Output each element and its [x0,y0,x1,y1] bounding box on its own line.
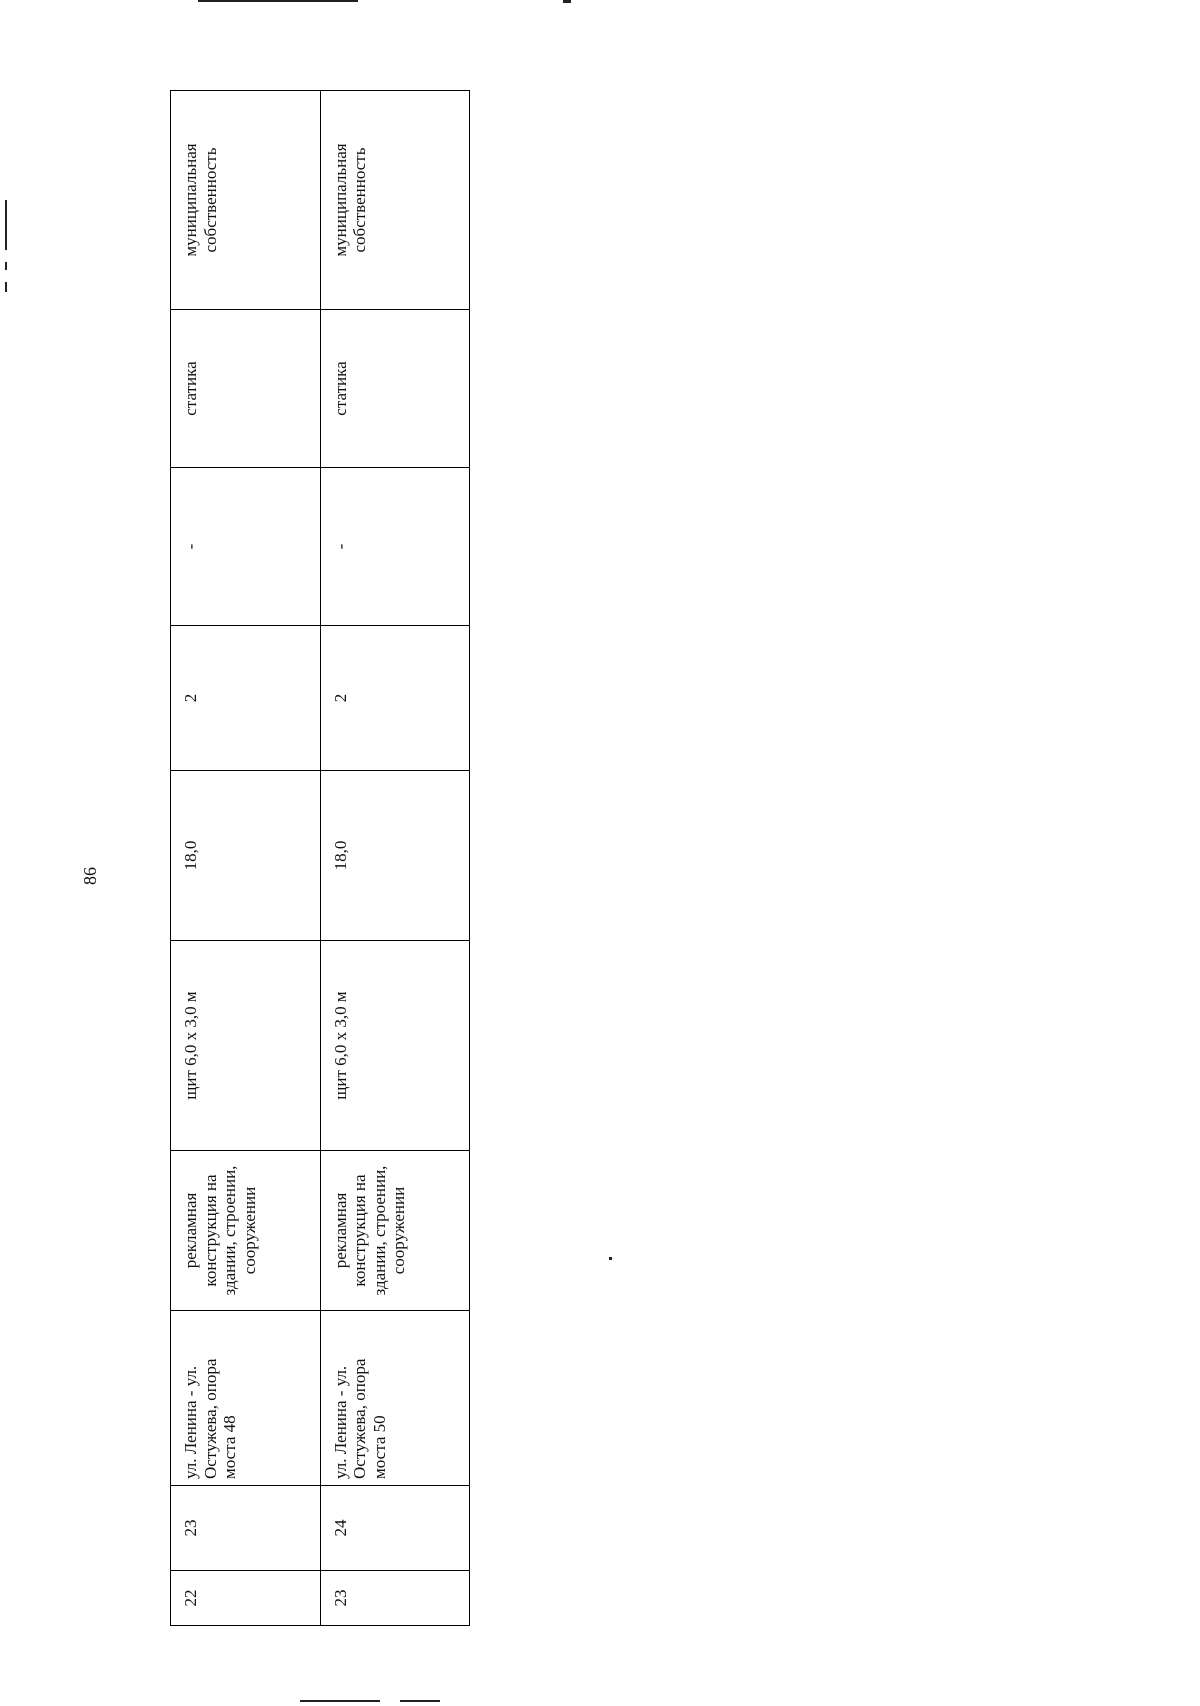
cell-address: ул. Ленина - ул. Остужева, опора моста 50 [320,1311,470,1486]
scan-line-left-short [5,262,7,270]
cell-kind: статика [171,310,321,468]
rotated-table-wrapper [170,91,470,1626]
cell-format: щит 6,0 х 3,0 м [320,941,470,1151]
cell-ownership: муниципальная собственность [320,91,470,310]
cell-structure-number: 23 [171,1486,321,1571]
scan-line-left-short-2 [5,282,7,292]
cell-row-number: 23 [320,1571,470,1626]
advertising-structures-table [170,90,470,1626]
cell-row-number: 22 [171,1571,321,1626]
scan-line-bottom-2 [400,1700,440,1702]
scan-dot [609,1257,612,1260]
cell-area: 18,0 [320,771,470,941]
cell-lighting: - [320,468,470,626]
cell-structure-type: рекламная конструкция на здании, строении, сооружении [171,1151,321,1311]
table-row [171,91,321,1626]
scan-mark-top-right [563,0,571,3]
scan-line-left-long [5,200,7,250]
scan-line-bottom-1 [300,1700,380,1702]
cell-sides: 2 [320,626,470,771]
cell-structure-type: рекламная конструкция на здании, строении, сооружении [320,1151,470,1311]
cell-format: щит 6,0 х 3,0 м [171,941,321,1151]
cell-address: ул. Ленина - ул. Остужева, опора моста 48 [171,1311,321,1486]
cell-lighting: - [171,468,321,626]
cell-structure-number: 24 [320,1486,470,1571]
scan-line-top [198,0,358,2]
table-row [320,91,470,1626]
cell-sides: 2 [171,626,321,771]
cell-kind: статика [320,310,470,468]
cell-ownership: муниципальная собственность [171,91,321,310]
cell-area: 18,0 [171,771,321,941]
page-number: 86 [79,867,100,885]
